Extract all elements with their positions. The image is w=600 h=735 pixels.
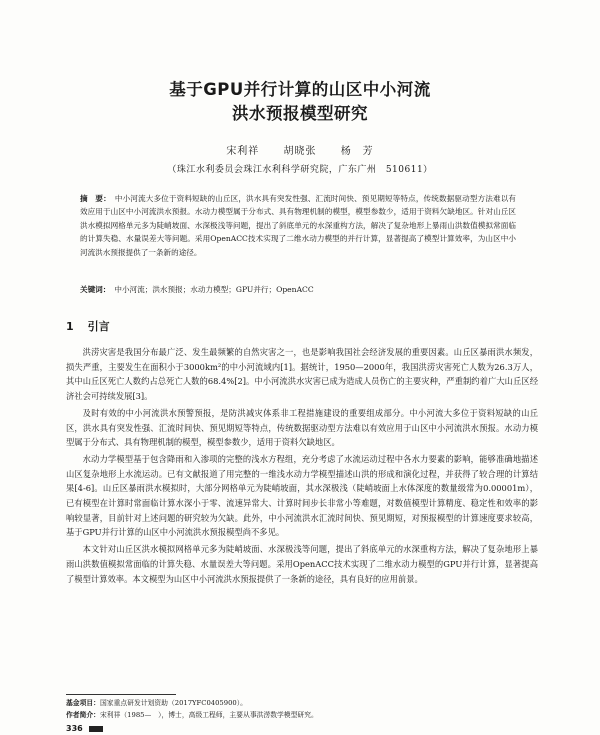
paragraph: 本文针对山丘区洪水模拟网格单元多为陡峭坡面、水深极浅等问题，提出了斜底单元的水深重构方法，解决了复杂地形上暴雨山洪数值模拟常面临的计算失稳、水量误差大等问题。采用OpenACC技术实现了二维水动力模型的GPU并行计算，显著提高了模型计算效率。本文模型为山区中小河流洪水预报提供了一条新的途径，具有良好的应用前景。 [66, 544, 538, 584]
author-note [66, 710, 538, 722]
author-list [0, 142, 600, 157]
paragraph: 及时有效的中小河流洪水预警预报，是防洪减灾体系非工程措施建设的重要组成部分。中小河流大多位于资料短缺的山丘区，洪水具有突发性强、汇流时间快、预见期短等特点，传统数据驱动型方法难以有效应用于山区中小河流洪水预报。水动力模型属于分布式、具有物理机制的模型，模型参数少，适用于资料欠缺地区。 [66, 407, 538, 448]
footnote-divider [66, 694, 176, 695]
body-text [66, 345, 538, 588]
author-note-text: 宋利祥（1985— ），博士，高级工程师，主要从事洪涝数学模型研究。 [99, 710, 318, 719]
section-heading [66, 318, 110, 334]
author-note-label: 作者简介： [66, 710, 100, 719]
keywords [80, 283, 516, 296]
fund-text: 国家重点研发计划资助（2017YFC0405900）。 [99, 699, 247, 707]
page-mark-icon [89, 726, 103, 732]
section-title: 引言 [87, 320, 110, 333]
author-name: 胡晓张 [283, 146, 317, 157]
page-number-block [66, 724, 103, 733]
fund-label: 基金项目： [66, 699, 100, 707]
footnotes [66, 698, 538, 721]
paragraph: 水动力学模型基于包含降雨和入渗项的完整的浅水方程组，充分考虑了水流运动过程中各水力要素的影响，能够准确地描述山区复杂地形上水流运动。已有文献报道了用完整的一维浅水动力学模型描述山洪的形成和演化过程，并获得了较合理的计算结果[4-6]。山丘区暴雨洪水模拟时，大部分网格单元为陡峭坡面，其水深极浅（陡峭坡面上水体深度的数量级常为0.00001m），已有模型在计算时常面临计算水深小于零、流速异常大、计算时间步长非常小等难题，对数值模型计算精度、稳定性和效率的影响较显著，目前针对上述问题的研究较为欠缺。此外，中小河流洪水汇流时间快、预见期短，对预报模型的计算速度要求较高，基于GPU并行计算的山区中小河流洪水预报模型尚不多见。 [66, 453, 538, 538]
fund-note [66, 698, 538, 710]
page-number: 336 [66, 724, 83, 733]
keywords-text: 中小河流；洪水预报；水动力模型；GPU并行；OpenACC [114, 285, 314, 294]
paper-title-line1: 基于GPU并行计算的山区中小河流 [169, 80, 431, 99]
author-name: 宋利祥 [226, 146, 260, 157]
author-name: 杨 芳 [340, 146, 374, 157]
abstract-text: 中小河流大多位于资料短缺的山丘区，洪水具有突发性强、汇流时间快、预见期短等特点，传统数据驱动型方法难以有效应用于山区中小河流洪水预报。水动力模型属于分布式、具有物理机制的模型，模型参数少，适用于资料欠缺地区。针对山丘区洪水模拟网格单元多为陡峭坡面、水深极浅等问题，提出了斜底单元的水深重构方法，解决了复杂地形上暴雨山洪数值模拟常面临的计算失稳、水量误差大等问题。采用OpenACC技术实现了二维水动力模型的并行计算，显著提高了模型计算效率，为山区中小河流洪水预报提供了一条新的途径。 [80, 194, 517, 257]
affiliation: （珠江水利委员会珠江水利科学研究院，广东广州 510611） [167, 165, 433, 175]
keywords-label: 关键词： [80, 285, 111, 294]
section-number: 1 [66, 320, 74, 333]
abstract [80, 192, 516, 259]
paper-title-line2: 洪水预报模型研究 [232, 104, 368, 123]
abstract-label: 摘 要： [80, 194, 111, 203]
paragraph: 洪涝灾害是我国分布最广泛、发生最频繁的自然灾害之一，也是影响我国社会经济发展的重要因素。山丘区暴雨洪水频发，损失严重，主要发生在面积小于3000km²的中小河流域内[1]。据统计，1950—2000年，我国洪涝灾害死亡人数为26.3万人，其中山丘区死亡人数约占总死亡人数的68.4%[2]。中小河流洪水灾害已成为造成人员伤亡的主要灾种，严重制约着广大山丘区经济社会可持续发展[3]。 [66, 347, 538, 402]
